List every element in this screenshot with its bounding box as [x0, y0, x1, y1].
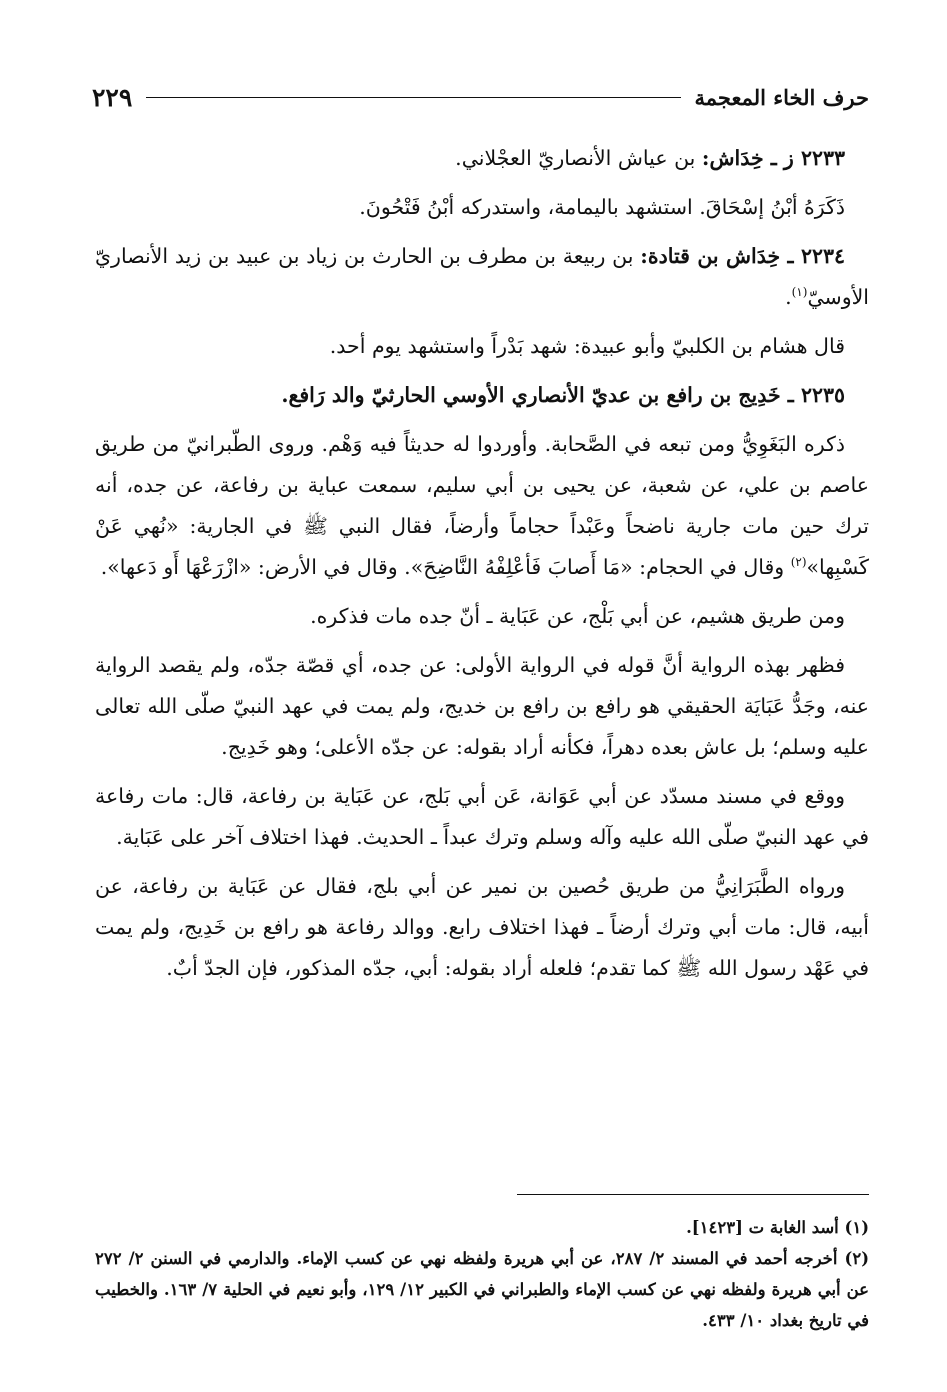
entry-text-tail: .: [785, 285, 792, 309]
paragraph-text: ورواه الطَّبَرَانِيُّ من طريق حُصين بن نمير عن أبي بلج، فقال عن عَبَاية بن رفاعة، عن أبيه، قال: مات أبي وترك أرضاً ـ فهذا اختلاف رابع. ووالد رفاعة هو رافع بن خَدِيج، ولم يمت في عَهْد رسول الله ﷺ كما تقدم؛ فلعله أراد بقوله: أبي، جدّه المذكور، فإن الجدّ أبٌ.: [95, 874, 869, 980]
main-text: [95, 138, 869, 997]
paragraph: [95, 187, 869, 228]
paragraph-text: فظهر بهذه الرواية أنَّ قوله في الرواية الأولى: عن جده، أي قصّة جدّه، ولم يقصد الرواية عنه، وجَدُّ عَبَايَة الحقيقي هو رافع بن رافع بن خديج، ولم يمت في عهد النبيّ صلّى الله تعالى عليه وسلم؛ بل عاش بعده دهراً، فكأنه أراد بقوله: عن جدّه الأعلى؛ وهو خَدِيج.: [95, 653, 869, 759]
footnote-2: (٢) أخرجه أحمد في المسند ٢/ ٢٨٧، عن أبي هريرة ولفظه نهي عن كسب الإماء. والدارمي في السنن ٢/ ٢٧٢ عن أبي هريرة ولفظه نهي عن كسب الإماء والطبراني في الكبير ١٢/ ١٢٩، وأبو نعيم في الحلية ٧/ ١٦٣. والخطيب في تاريخ بغداد ١٠/ ٤٣٣.: [95, 1249, 870, 1330]
entry-2233: [95, 138, 869, 179]
paragraph: [95, 596, 869, 637]
page-number: ٢٢٩: [92, 82, 133, 112]
entry-heading: ٢٢٣٥ ـ خَدِيج بن رافع بن عديّ الأنصاري الأوسي الحارثيّ والد رَافع.: [281, 383, 845, 407]
paragraph: [95, 866, 869, 989]
entry-2235: [95, 375, 869, 416]
paragraph-text: ومن طريق هشيم، عن أبي بَلْج، عن عَبَاية ـ أنّ جده مات فذكره.: [310, 604, 845, 628]
entry-heading: ٢٢٣٤ ـ خِدَاش بن قتادة:: [640, 244, 846, 268]
paragraph-text: ذكره البَغَوِيُّ ومن تبعه في الصَّحابة. وأوردوا له حديثاً فيه وَهْم. وروى الطّبرانيّ من طريق عاصم بن علي، عن شعبة، عن يحيى بن أبي سليم، سمعت عباية بن رفاعة، عن جده، أنه ترك حين مات جارية ناضحاً وعَبْداً حجاماً وأرضاً، فقال النبي ﷺ في الجارية: «نُهي عَنْ كَسْبِها»: [95, 432, 869, 579]
entry-heading: ٢٢٣٣ ز ـ خِدَاش:: [701, 146, 845, 170]
chapter-title: حرف الخاء المعجمة: [694, 84, 869, 110]
entry-2234: [95, 236, 869, 318]
paragraph-text: قال هشام بن الكلبيّ وأبو عبيدة: شهد بَدْراً واستشهد يوم أحد.: [329, 334, 845, 358]
footnotes: [95, 1212, 869, 1336]
paragraph: [95, 645, 869, 768]
footnote-ref: (١): [791, 285, 808, 300]
running-header: [92, 80, 869, 114]
paragraph-text: ذَكَرَهُ أبْنُ إسْحَاقَ. استشهد باليمامة، واستدركه أبْنُ فَتْحُونَ.: [359, 195, 845, 219]
footnote-ref: (٢): [790, 555, 807, 570]
paragraph-text-tail: وقال في الحجام: «مَا أَصابَ فَأعْلِفْهُ النَّاضِحَ». وقال في الأرض: «ازْرَعْهَا أَو دَعها».: [100, 555, 791, 579]
footnote-rule: [517, 1194, 869, 1195]
paragraph: [95, 424, 869, 588]
footnote-1: (١) أسد الغابة ت [١٤٢٣].: [686, 1218, 869, 1237]
paragraph-text: ووقع في مسند مسدّد عن أبي عَوَانة، عَن أبي بَلج، عن عَبَاية بن رفاعة، قال: مات رفاعة في عهد النبيّ صلّى الله عليه وآله وسلم وترك عبداً ـ الحديث. فهذا اختلاف آخر على عَبَاية.: [95, 784, 869, 849]
header-rule: [146, 97, 680, 98]
paragraph: [95, 776, 869, 858]
paragraph: [95, 326, 869, 367]
entry-text: بن عياش الأنصاريّ العجْلاني.: [455, 146, 702, 170]
entry-text: بن ربيعة بن مطرف بن الحارث بن زياد بن عبيد بن زيد الأنصاريّ الأوسيّ: [95, 244, 869, 309]
